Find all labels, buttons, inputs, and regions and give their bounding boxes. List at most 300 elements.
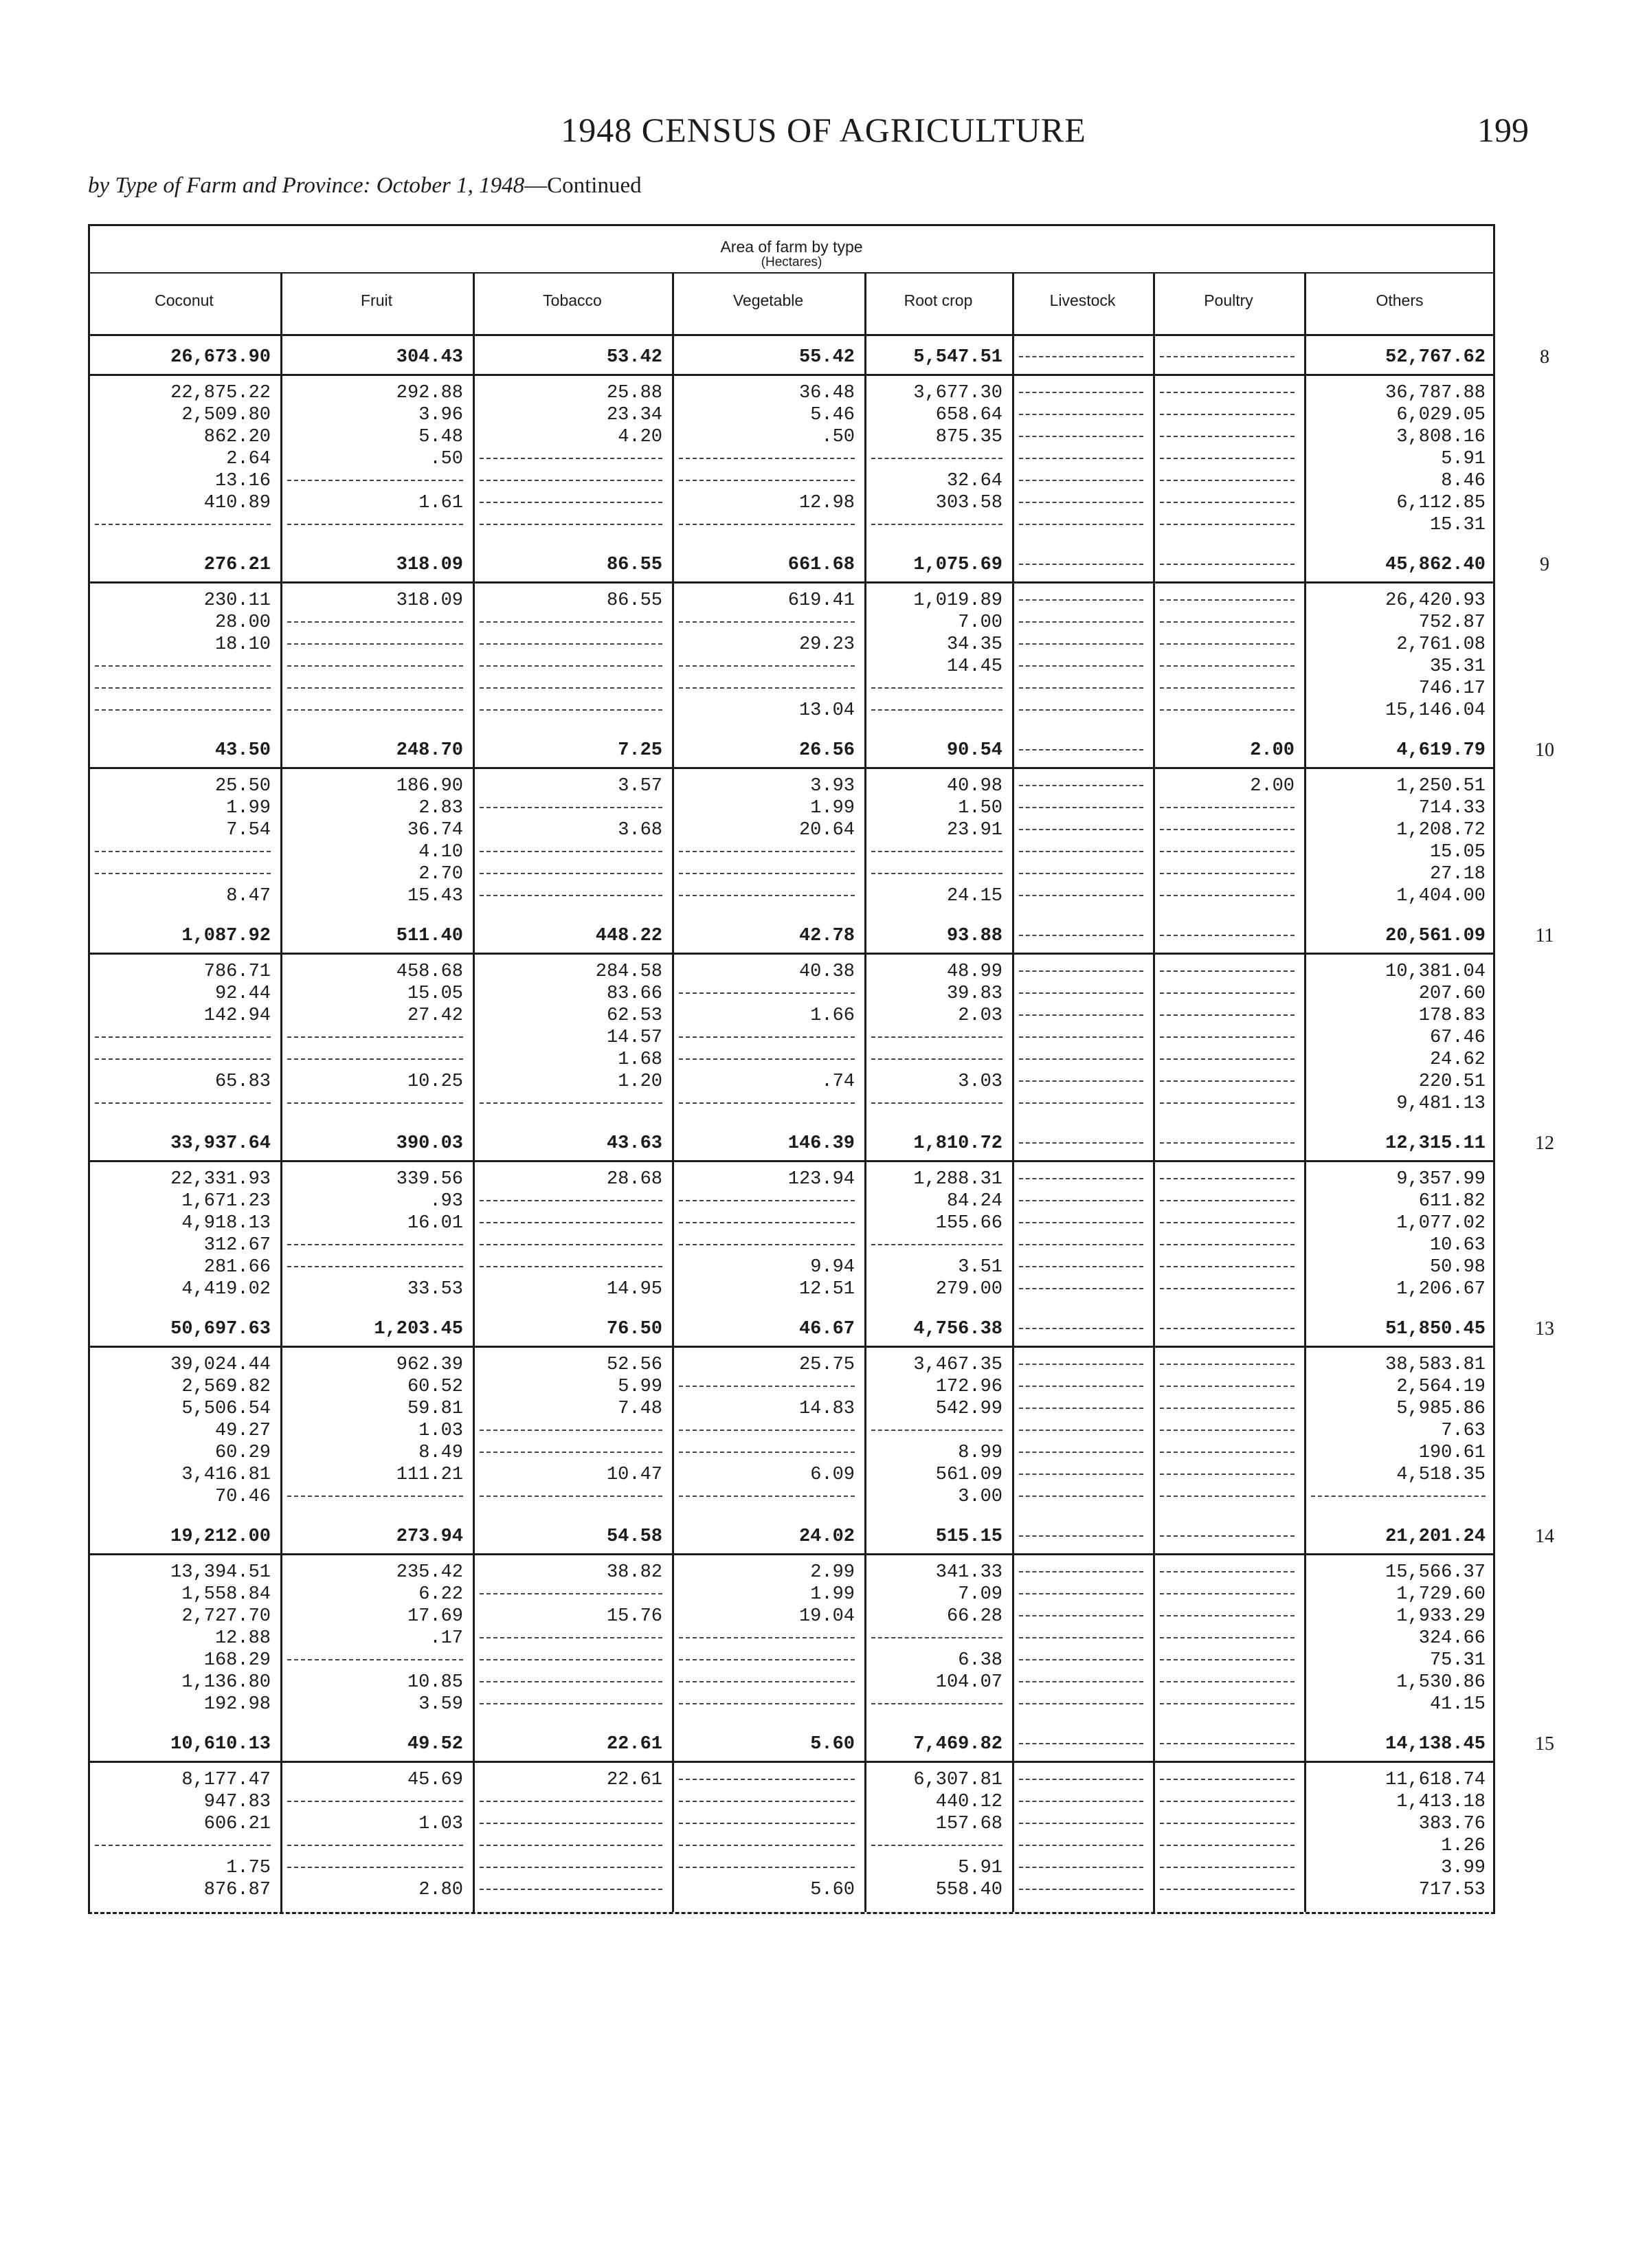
section-number: 13 — [1535, 1318, 1554, 1339]
empty-cell-leader — [480, 1693, 662, 1704]
empty-cell-leader — [1019, 382, 1143, 393]
table-cell: 36.48 — [798, 383, 855, 403]
table-cell: 5.60 — [810, 1880, 855, 1900]
empty-cell-leader — [1160, 797, 1295, 808]
empty-cell-leader — [1019, 1234, 1143, 1245]
table-cell: 390.03 — [396, 1133, 463, 1154]
table-cell: 70.46 — [214, 1487, 271, 1507]
empty-cell-leader — [1160, 1354, 1295, 1365]
table-row — [88, 470, 1495, 492]
section-number: 15 — [1535, 1733, 1554, 1755]
table-cell: 5,547.51 — [913, 347, 1002, 368]
section-number: 14 — [1535, 1526, 1554, 1547]
table-cell: 312.67 — [203, 1235, 271, 1256]
table-cell: 8.47 — [226, 886, 271, 907]
empty-cell-leader — [1019, 678, 1143, 689]
table-cell: 1,075.69 — [913, 555, 1002, 575]
empty-cell-leader — [1019, 1733, 1143, 1744]
table-cell: 3.57 — [618, 776, 662, 797]
empty-cell-leader — [480, 863, 662, 874]
table-cell: 561.09 — [935, 1465, 1002, 1485]
table-cell: 90.54 — [946, 740, 1002, 761]
empty-cell-leader — [1019, 1027, 1143, 1038]
empty-cell-leader — [480, 612, 662, 623]
empty-cell-leader — [287, 1234, 463, 1245]
table-cell: 39.83 — [946, 983, 1002, 1004]
empty-cell-leader — [1160, 1212, 1295, 1223]
empty-cell-leader — [679, 1671, 855, 1682]
table-cell: 45.69 — [407, 1770, 463, 1790]
table-cell: 5,985.86 — [1396, 1399, 1486, 1419]
table-cell: 4.10 — [418, 842, 463, 863]
empty-cell-leader — [871, 700, 1002, 711]
empty-cell-leader — [679, 863, 855, 874]
empty-cell-leader — [1160, 1234, 1295, 1245]
table-cell: 146.39 — [787, 1133, 855, 1154]
table-cell: 6.38 — [958, 1650, 1002, 1671]
table-cell: 235.42 — [396, 1562, 463, 1583]
empty-cell-leader — [1019, 1583, 1143, 1594]
table-cell: 3.96 — [418, 405, 463, 425]
column-header: Fruit — [361, 291, 392, 309]
table-row — [88, 1605, 1495, 1627]
table-cell: .50 — [429, 449, 463, 469]
table-cell: 24.02 — [798, 1526, 855, 1547]
table-cell: 5.48 — [418, 427, 463, 447]
table-cell: 5.99 — [618, 1377, 662, 1397]
table-cell: 7.63 — [1441, 1421, 1486, 1441]
empty-cell-leader — [679, 514, 855, 525]
column-rule — [1493, 224, 1495, 1912]
table-cell: 48.99 — [946, 961, 1002, 982]
empty-cell-leader — [1019, 1376, 1143, 1387]
table-cell: 40.98 — [946, 776, 1002, 797]
empty-cell-leader — [679, 1027, 855, 1038]
column-rule — [473, 272, 475, 1912]
table-cell: 220.51 — [1418, 1071, 1486, 1092]
table-cell: 33,937.64 — [170, 1133, 271, 1154]
empty-cell-leader — [1019, 961, 1143, 972]
table-cell: 318.09 — [396, 555, 463, 575]
empty-cell-leader — [95, 841, 271, 852]
table-cell: 4,756.38 — [913, 1319, 1002, 1339]
table-cell: 2.00 — [1250, 776, 1295, 797]
empty-cell-leader — [679, 612, 855, 623]
table-cell: 611.82 — [1418, 1191, 1486, 1212]
table-cell: 458.68 — [396, 961, 463, 982]
empty-cell-leader — [1160, 863, 1295, 874]
empty-cell-leader — [1019, 885, 1143, 896]
table-row — [88, 775, 1495, 797]
table-cell: 28.68 — [606, 1169, 662, 1190]
table-row — [88, 1442, 1495, 1464]
table-cell: 279.00 — [935, 1279, 1002, 1300]
table-cell: 92.44 — [214, 983, 271, 1004]
empty-cell-leader — [1160, 1027, 1295, 1038]
table-cell: 2,569.82 — [181, 1377, 271, 1397]
table-cell: 9.94 — [810, 1257, 855, 1278]
empty-cell-leader — [679, 656, 855, 667]
empty-cell-leader — [480, 700, 662, 711]
table-row — [88, 426, 1495, 448]
empty-cell-leader — [480, 1486, 662, 1497]
section-number: 11 — [1535, 925, 1554, 946]
table-cell: 60.52 — [407, 1377, 463, 1397]
table-cell: 10,610.13 — [170, 1734, 271, 1755]
table-cell: 14.57 — [606, 1027, 662, 1048]
empty-cell-leader — [1160, 925, 1295, 936]
table-cell: 6,112.85 — [1396, 493, 1486, 513]
table-cell: 292.88 — [396, 383, 463, 403]
table-cell: 65.83 — [214, 1071, 271, 1092]
table-cell: 9,481.13 — [1396, 1093, 1486, 1114]
table-row — [88, 961, 1495, 983]
empty-cell-leader — [95, 700, 271, 711]
section-total-row — [88, 554, 1549, 576]
empty-cell-leader — [679, 885, 855, 896]
empty-cell-leader — [679, 1486, 855, 1497]
table-cell: 3.68 — [618, 820, 662, 841]
empty-cell-leader — [1160, 1256, 1295, 1267]
table-cell: 281.66 — [203, 1257, 271, 1278]
table-cell: 66.28 — [946, 1606, 1002, 1627]
table-cell: 36,787.88 — [1385, 383, 1486, 403]
table-row — [88, 404, 1495, 426]
empty-cell-leader — [679, 1234, 855, 1245]
empty-cell-leader — [1160, 1627, 1295, 1638]
empty-cell-leader — [1160, 448, 1295, 459]
empty-cell-leader — [1311, 1486, 1486, 1497]
table-cell: 8.49 — [418, 1443, 463, 1463]
table-cell: 1.61 — [418, 493, 463, 513]
table-cell: 3,416.81 — [181, 1465, 271, 1485]
table-cell: 3,467.35 — [913, 1355, 1002, 1375]
table-cell: 75.31 — [1429, 1650, 1486, 1671]
table-cell: 1,087.92 — [181, 926, 271, 946]
table-cell: 7.25 — [618, 740, 662, 761]
empty-cell-leader — [1019, 1671, 1143, 1682]
table-cell: 383.76 — [1418, 1814, 1486, 1834]
table-cell: 207.60 — [1418, 983, 1486, 1004]
empty-cell-leader — [1160, 1071, 1295, 1082]
table-cell: 786.71 — [203, 961, 271, 982]
table-row — [88, 983, 1495, 1005]
table-cell: 542.99 — [935, 1399, 1002, 1419]
table-cell: 1.50 — [958, 798, 1002, 819]
empty-cell-leader — [1160, 1733, 1295, 1744]
table-cell: 341.33 — [935, 1562, 1002, 1583]
empty-cell-leader — [679, 1627, 855, 1638]
table-row — [88, 1071, 1495, 1093]
column-header: Tobacco — [543, 291, 602, 309]
empty-cell-leader — [1160, 885, 1295, 896]
empty-cell-leader — [871, 514, 1002, 525]
empty-cell-leader — [1019, 492, 1143, 503]
empty-cell-leader — [679, 841, 855, 852]
table-cell: 6,307.81 — [913, 1770, 1002, 1790]
table-cell: 52.56 — [606, 1355, 662, 1375]
table-cell: 619.41 — [787, 590, 855, 611]
empty-cell-leader — [1160, 1318, 1295, 1329]
table-cell: 38.82 — [606, 1562, 662, 1583]
table-cell: 7.00 — [958, 612, 1002, 633]
empty-cell-leader — [679, 1649, 855, 1660]
empty-cell-leader — [1160, 1278, 1295, 1289]
empty-cell-leader — [1160, 1857, 1295, 1868]
empty-cell-leader — [1160, 1486, 1295, 1497]
page-number: 199 — [1477, 111, 1529, 149]
table-cell: 52,767.62 — [1385, 347, 1486, 368]
table-cell: 24.15 — [946, 886, 1002, 907]
section-total-rule — [88, 374, 1495, 376]
empty-cell-leader — [287, 1649, 463, 1660]
empty-cell-leader — [480, 1857, 662, 1868]
table-row — [88, 841, 1495, 863]
table-cell: 25.75 — [798, 1355, 855, 1375]
table-cell: 62.53 — [606, 1005, 662, 1026]
table-cell: 284.58 — [595, 961, 662, 982]
section-total-row — [88, 925, 1554, 947]
empty-cell-leader — [679, 1190, 855, 1201]
table-cell: 2,564.19 — [1396, 1377, 1486, 1397]
table-row — [88, 1791, 1495, 1813]
empty-cell-leader — [480, 1791, 662, 1802]
empty-cell-leader — [1160, 1442, 1295, 1453]
table-cell: 1,933.29 — [1396, 1606, 1486, 1627]
empty-cell-leader — [1019, 841, 1143, 852]
empty-cell-leader — [480, 1627, 662, 1638]
empty-cell-leader — [480, 1879, 662, 1890]
empty-cell-leader — [95, 1027, 271, 1038]
table-cell: 6.09 — [810, 1465, 855, 1485]
column-header: Coconut — [155, 291, 214, 309]
table-cell: 303.58 — [935, 493, 1002, 513]
empty-cell-leader — [679, 983, 855, 994]
empty-cell-leader — [480, 1212, 662, 1223]
empty-cell-leader — [679, 1376, 855, 1387]
table-cell: 3.99 — [1441, 1858, 1486, 1878]
empty-cell-leader — [1160, 492, 1295, 503]
section-total-rule — [88, 1160, 1495, 1162]
empty-cell-leader — [480, 841, 662, 852]
table-cell: 16.01 — [407, 1213, 463, 1234]
table-cell: 43.63 — [606, 1133, 662, 1154]
empty-cell-leader — [480, 1583, 662, 1594]
table-cell: 1,203.45 — [374, 1319, 463, 1339]
table-cell: 186.90 — [396, 776, 463, 797]
column-rule — [1304, 272, 1306, 1912]
table-row — [88, 1256, 1495, 1278]
empty-cell-leader — [871, 1049, 1002, 1060]
table-cell: 1,288.31 — [913, 1169, 1002, 1190]
table-cell: 43.50 — [214, 740, 271, 761]
table-cell: 10.85 — [407, 1672, 463, 1693]
table-cell: 45,862.40 — [1385, 555, 1486, 575]
empty-cell-leader — [1019, 1005, 1143, 1016]
table-cell: 22.61 — [606, 1734, 662, 1755]
table-cell: 25.50 — [214, 776, 271, 797]
table-cell: 752.87 — [1418, 612, 1486, 633]
empty-cell-leader — [871, 863, 1002, 874]
section-total-row — [88, 346, 1549, 368]
table-cell: 35.31 — [1429, 656, 1486, 677]
table-subtitle — [88, 173, 642, 199]
empty-cell-leader — [871, 678, 1002, 689]
empty-cell-leader — [1160, 1583, 1295, 1594]
empty-cell-leader — [1019, 1190, 1143, 1201]
empty-cell-leader — [1019, 1879, 1143, 1890]
empty-cell-leader — [287, 700, 463, 711]
table-row — [88, 612, 1495, 634]
table-cell: 1,404.00 — [1396, 886, 1486, 907]
empty-cell-leader — [1160, 1561, 1295, 1572]
section-total-rule — [88, 767, 1495, 769]
table-cell: 1.68 — [618, 1049, 662, 1070]
empty-cell-leader — [1019, 1769, 1143, 1780]
column-rule — [1153, 272, 1155, 1912]
table-row — [88, 1857, 1495, 1879]
column-rule — [88, 224, 90, 1912]
table-cell: 14.95 — [606, 1279, 662, 1300]
table-cell: .50 — [821, 427, 855, 447]
empty-cell-leader — [1160, 382, 1295, 393]
table-cell: 714.33 — [1418, 798, 1486, 819]
table-row — [88, 1769, 1495, 1791]
table-row — [88, 797, 1495, 819]
column-rule — [280, 272, 282, 1912]
table-cell: 2.00 — [1250, 740, 1295, 761]
table-cell: 22.61 — [606, 1770, 662, 1790]
table-cell: 1,810.72 — [913, 1133, 1002, 1154]
page-title: 1948 CENSUS OF AGRICULTURE — [561, 111, 1086, 149]
table-cell: 8,177.47 — [181, 1770, 271, 1790]
table-cell: 39,024.44 — [170, 1355, 271, 1375]
empty-cell-leader — [1160, 1376, 1295, 1387]
table-cell: 1.66 — [810, 1005, 855, 1026]
table-cell: 2.64 — [226, 449, 271, 469]
table-row — [88, 514, 1495, 536]
table-cell: 1,729.60 — [1396, 1584, 1486, 1605]
empty-cell-leader — [1160, 841, 1295, 852]
table-cell: 123.94 — [787, 1169, 855, 1190]
table-cell: 34.35 — [946, 634, 1002, 655]
empty-cell-leader — [1019, 1420, 1143, 1431]
table-cell: 49.27 — [214, 1421, 271, 1441]
table-cell: 1,206.67 — [1396, 1279, 1486, 1300]
table-row — [88, 1005, 1495, 1027]
empty-cell-leader — [679, 448, 855, 459]
empty-cell-leader — [871, 1093, 1002, 1104]
empty-cell-leader — [287, 1835, 463, 1846]
table-cell: 4.20 — [618, 427, 662, 447]
empty-cell-leader — [679, 1212, 855, 1223]
table-cell: 5.91 — [1441, 449, 1486, 469]
table-row — [88, 1627, 1495, 1649]
table-cell: 862.20 — [203, 427, 271, 447]
table-cell: 1,413.18 — [1396, 1792, 1486, 1812]
table-cell: 29.23 — [798, 634, 855, 655]
agriculture-area-table — [88, 224, 1554, 2089]
table-cell: 49.52 — [407, 1734, 463, 1755]
table-cell: 55.42 — [798, 347, 855, 368]
empty-cell-leader — [480, 634, 662, 645]
table-cell: 26,673.90 — [170, 347, 271, 368]
table-cell: 1.75 — [226, 1858, 271, 1878]
empty-cell-leader — [679, 1857, 855, 1868]
table-cell: 157.68 — [935, 1814, 1002, 1834]
empty-cell-leader — [287, 1049, 463, 1060]
table-cell: 27.18 — [1429, 864, 1486, 885]
empty-cell-leader — [95, 1093, 271, 1104]
table-cell: 2.03 — [958, 1005, 1002, 1026]
empty-cell-leader — [1019, 1049, 1143, 1060]
table-cell: 7.09 — [958, 1584, 1002, 1605]
column-header: Others — [1376, 291, 1424, 309]
empty-cell-leader — [480, 448, 662, 459]
section-total-rule — [88, 1553, 1495, 1555]
table-cell: 273.94 — [396, 1526, 463, 1547]
table-row — [88, 656, 1495, 678]
empty-cell-leader — [1160, 1133, 1295, 1144]
table-cell: 3.93 — [810, 776, 855, 797]
empty-cell-leader — [95, 1835, 271, 1846]
empty-cell-leader — [1160, 1791, 1295, 1802]
empty-cell-leader — [1160, 1093, 1295, 1104]
table-cell: 440.12 — [935, 1792, 1002, 1812]
empty-cell-leader — [1019, 863, 1143, 874]
column-rule — [1012, 272, 1014, 1912]
table-cell: 190.61 — [1418, 1443, 1486, 1463]
empty-cell-leader — [1160, 426, 1295, 437]
table-row — [88, 678, 1495, 700]
subtitle-italic: by Type of Farm and Province: October 1, 1948 — [88, 173, 525, 198]
empty-cell-leader — [679, 1835, 855, 1846]
empty-cell-leader — [679, 1693, 855, 1704]
empty-cell-leader — [1019, 1464, 1143, 1475]
table-cell: 2.83 — [418, 798, 463, 819]
table-cell: 15,566.37 — [1385, 1562, 1486, 1583]
column-rule — [864, 272, 866, 1912]
empty-cell-leader — [287, 1027, 463, 1038]
section-total-rule — [88, 1346, 1495, 1348]
empty-cell-leader — [480, 797, 662, 808]
empty-cell-leader — [1019, 1278, 1143, 1289]
table-cell: 22,875.22 — [170, 383, 271, 403]
empty-cell-leader — [1160, 470, 1295, 481]
table-cell: 60.29 — [214, 1443, 271, 1463]
empty-cell-leader — [871, 1627, 1002, 1638]
table-cell: 54.58 — [606, 1526, 662, 1547]
table-cell: 53.42 — [606, 347, 662, 368]
table-cell: 50.98 — [1429, 1257, 1486, 1278]
empty-cell-leader — [1160, 1005, 1295, 1016]
section-total-row — [88, 1526, 1554, 1548]
empty-cell-leader — [1019, 1354, 1143, 1365]
empty-cell-leader — [287, 678, 463, 689]
table-row — [88, 1835, 1495, 1857]
table-cell: 93.88 — [946, 926, 1002, 946]
table-cell: 67.46 — [1429, 1027, 1486, 1048]
table-cell: 51,850.45 — [1385, 1319, 1486, 1339]
table-cell: 142.94 — [203, 1005, 271, 1026]
table-cell: 1,208.72 — [1396, 820, 1486, 841]
empty-cell-leader — [1160, 612, 1295, 623]
empty-cell-leader — [480, 656, 662, 667]
empty-cell-leader — [480, 1256, 662, 1267]
table-cell: 28.00 — [214, 612, 271, 633]
table-cell: 18.10 — [214, 634, 271, 655]
empty-cell-leader — [95, 656, 271, 667]
